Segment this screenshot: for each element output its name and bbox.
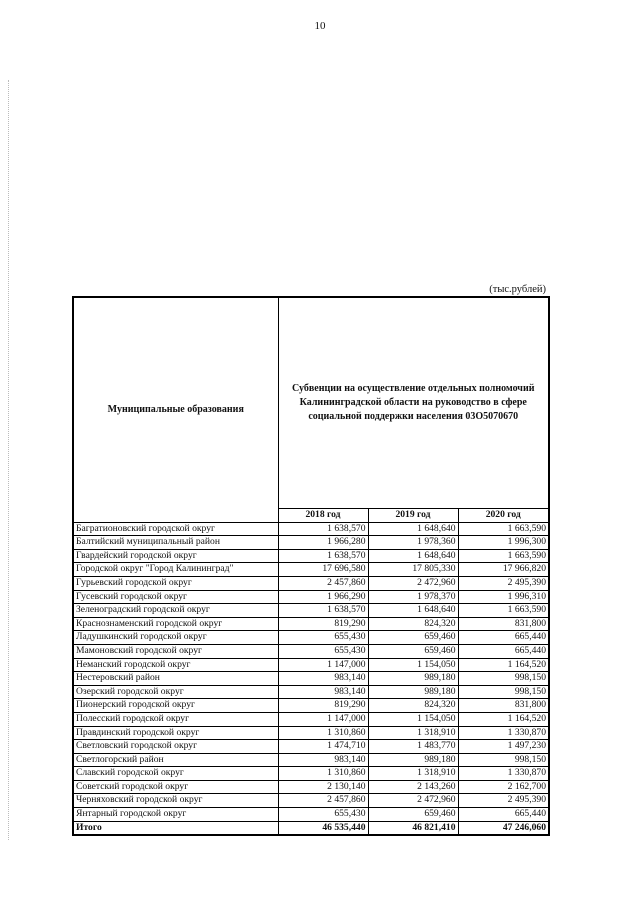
municipality-name: Янтарный городской округ [73, 808, 278, 822]
value-2019: 1 648,640 [368, 522, 458, 536]
table-header-row [73, 297, 549, 509]
municipality-name: Правдинский городской округ [73, 726, 278, 740]
year-2020-header: 2020 год [458, 509, 549, 523]
value-2018: 1 147,000 [278, 658, 368, 672]
value-2018: 2 457,860 [278, 794, 368, 808]
value-2019: 1 318,910 [368, 767, 458, 781]
table-row [73, 617, 549, 631]
value-2018: 819,290 [278, 617, 368, 631]
municipality-name: Светлогорский район [73, 753, 278, 767]
total-2019: 46 821,410 [368, 821, 458, 835]
value-2019: 2 472,960 [368, 576, 458, 590]
value-2020: 665,440 [458, 644, 549, 658]
table-row [73, 644, 549, 658]
municipality-name: Краснознаменский городской округ [73, 617, 278, 631]
value-2018: 2 457,860 [278, 576, 368, 590]
value-2020: 1 330,870 [458, 767, 549, 781]
municipality-name: Гусевский городской округ [73, 590, 278, 604]
value-2020: 1 996,310 [458, 590, 549, 604]
table-body [73, 522, 549, 821]
value-2018: 983,140 [278, 753, 368, 767]
value-2019: 1 318,910 [368, 726, 458, 740]
value-2020: 1 663,590 [458, 604, 549, 618]
municipality-name: Городской округ "Город Калининград" [73, 563, 278, 577]
total-label: Итого [73, 821, 278, 835]
value-2019: 2 472,960 [368, 794, 458, 808]
municipality-name: Балтийский муниципальный район [73, 536, 278, 550]
value-2020: 998,150 [458, 753, 549, 767]
municipality-name: Славский городской округ [73, 767, 278, 781]
municipality-name: Пионерский городской округ [73, 699, 278, 713]
value-2020: 998,150 [458, 685, 549, 699]
table-row [73, 672, 549, 686]
value-2018: 1 147,000 [278, 712, 368, 726]
table-row [73, 712, 549, 726]
table-row [73, 658, 549, 672]
value-2019: 1 154,050 [368, 712, 458, 726]
table-row [73, 685, 549, 699]
value-2020: 831,800 [458, 617, 549, 631]
scan-margin-marks [8, 80, 10, 840]
municipality-name: Зеленоградский городской округ [73, 604, 278, 618]
value-2019: 989,180 [368, 753, 458, 767]
value-2019: 1 154,050 [368, 658, 458, 672]
table-row [73, 699, 549, 713]
total-2018: 46 535,440 [278, 821, 368, 835]
table-row [73, 522, 549, 536]
value-2020: 1 663,590 [458, 549, 549, 563]
table-row [73, 563, 549, 577]
municipality-name: Ладушкинский городской округ [73, 631, 278, 645]
value-2020: 1 497,230 [458, 740, 549, 754]
year-2019-header: 2019 год [368, 509, 458, 523]
value-2018: 655,430 [278, 631, 368, 645]
value-2020: 1 996,300 [458, 536, 549, 550]
value-2019: 1 648,640 [368, 549, 458, 563]
municipality-name: Гурьевский городской округ [73, 576, 278, 590]
value-2020: 1 330,870 [458, 726, 549, 740]
value-2019: 17 805,330 [368, 563, 458, 577]
table-row [73, 576, 549, 590]
value-2019: 659,460 [368, 631, 458, 645]
subvention-table [72, 296, 550, 836]
value-2019: 824,320 [368, 617, 458, 631]
municipality-name: Неманский городской округ [73, 658, 278, 672]
table-row [73, 590, 549, 604]
value-2018: 983,140 [278, 672, 368, 686]
table-row [73, 808, 549, 822]
municipality-name: Черняховский городской округ [73, 794, 278, 808]
table-row [73, 604, 549, 618]
municipality-name: Советский городской округ [73, 780, 278, 794]
value-2018: 17 696,580 [278, 563, 368, 577]
value-2020: 2 495,390 [458, 794, 549, 808]
value-2018: 983,140 [278, 685, 368, 699]
year-2018-header: 2018 год [278, 509, 368, 523]
value-2019: 1 483,770 [368, 740, 458, 754]
value-2018: 1 310,860 [278, 726, 368, 740]
total-row [73, 821, 549, 835]
table-row [73, 767, 549, 781]
value-2020: 1 663,590 [458, 522, 549, 536]
value-2020: 2 495,390 [458, 576, 549, 590]
value-2018: 2 130,140 [278, 780, 368, 794]
table-row [73, 726, 549, 740]
value-2020: 831,800 [458, 699, 549, 713]
municipality-name: Багратионовский городской округ [73, 522, 278, 536]
value-2020: 17 966,820 [458, 563, 549, 577]
value-2020: 665,440 [458, 631, 549, 645]
value-2019: 2 143,260 [368, 780, 458, 794]
municipality-name: Светловский городской округ [73, 740, 278, 754]
table-row [73, 549, 549, 563]
municipality-name: Нестеровский район [73, 672, 278, 686]
table-row [73, 536, 549, 550]
table-row [73, 780, 549, 794]
value-2018: 655,430 [278, 644, 368, 658]
value-2018: 1 638,570 [278, 522, 368, 536]
value-2020: 665,440 [458, 808, 549, 822]
table-row [73, 631, 549, 645]
value-2020: 998,150 [458, 672, 549, 686]
table-row [73, 794, 549, 808]
value-2018: 1 474,710 [278, 740, 368, 754]
value-2019: 659,460 [368, 644, 458, 658]
value-2019: 989,180 [368, 672, 458, 686]
value-2020: 1 164,520 [458, 712, 549, 726]
value-2018: 1 966,290 [278, 590, 368, 604]
value-2018: 819,290 [278, 699, 368, 713]
municipality-name: Полесский городской округ [73, 712, 278, 726]
value-2019: 1 978,360 [368, 536, 458, 550]
value-2020: 1 164,520 [458, 658, 549, 672]
value-2019: 824,320 [368, 699, 458, 713]
value-2018: 1 310,860 [278, 767, 368, 781]
table-row [73, 740, 549, 754]
value-2019: 659,460 [368, 808, 458, 822]
table-row [73, 753, 549, 767]
units-label: (тыс.рублей) [489, 284, 546, 295]
value-2018: 655,430 [278, 808, 368, 822]
page-number: 10 [314, 20, 326, 32]
value-2018: 1 638,570 [278, 604, 368, 618]
value-2018: 1 966,280 [278, 536, 368, 550]
value-2019: 989,180 [368, 685, 458, 699]
municipality-name: Мамоновский городской округ [73, 644, 278, 658]
header-description: Субвенции на осуществление отдельных полномочий Калининградской области на руководство в сфере социальной поддержки населения 03О5070670 [278, 297, 549, 509]
value-2019: 1 978,370 [368, 590, 458, 604]
value-2018: 1 638,570 [278, 549, 368, 563]
municipality-name: Озерский городской округ [73, 685, 278, 699]
value-2020: 2 162,700 [458, 780, 549, 794]
value-2019: 1 648,640 [368, 604, 458, 618]
municipality-name: Гвардейский городской округ [73, 549, 278, 563]
header-municipality: Муниципальные образования [73, 297, 278, 522]
total-2020: 47 246,060 [458, 821, 549, 835]
